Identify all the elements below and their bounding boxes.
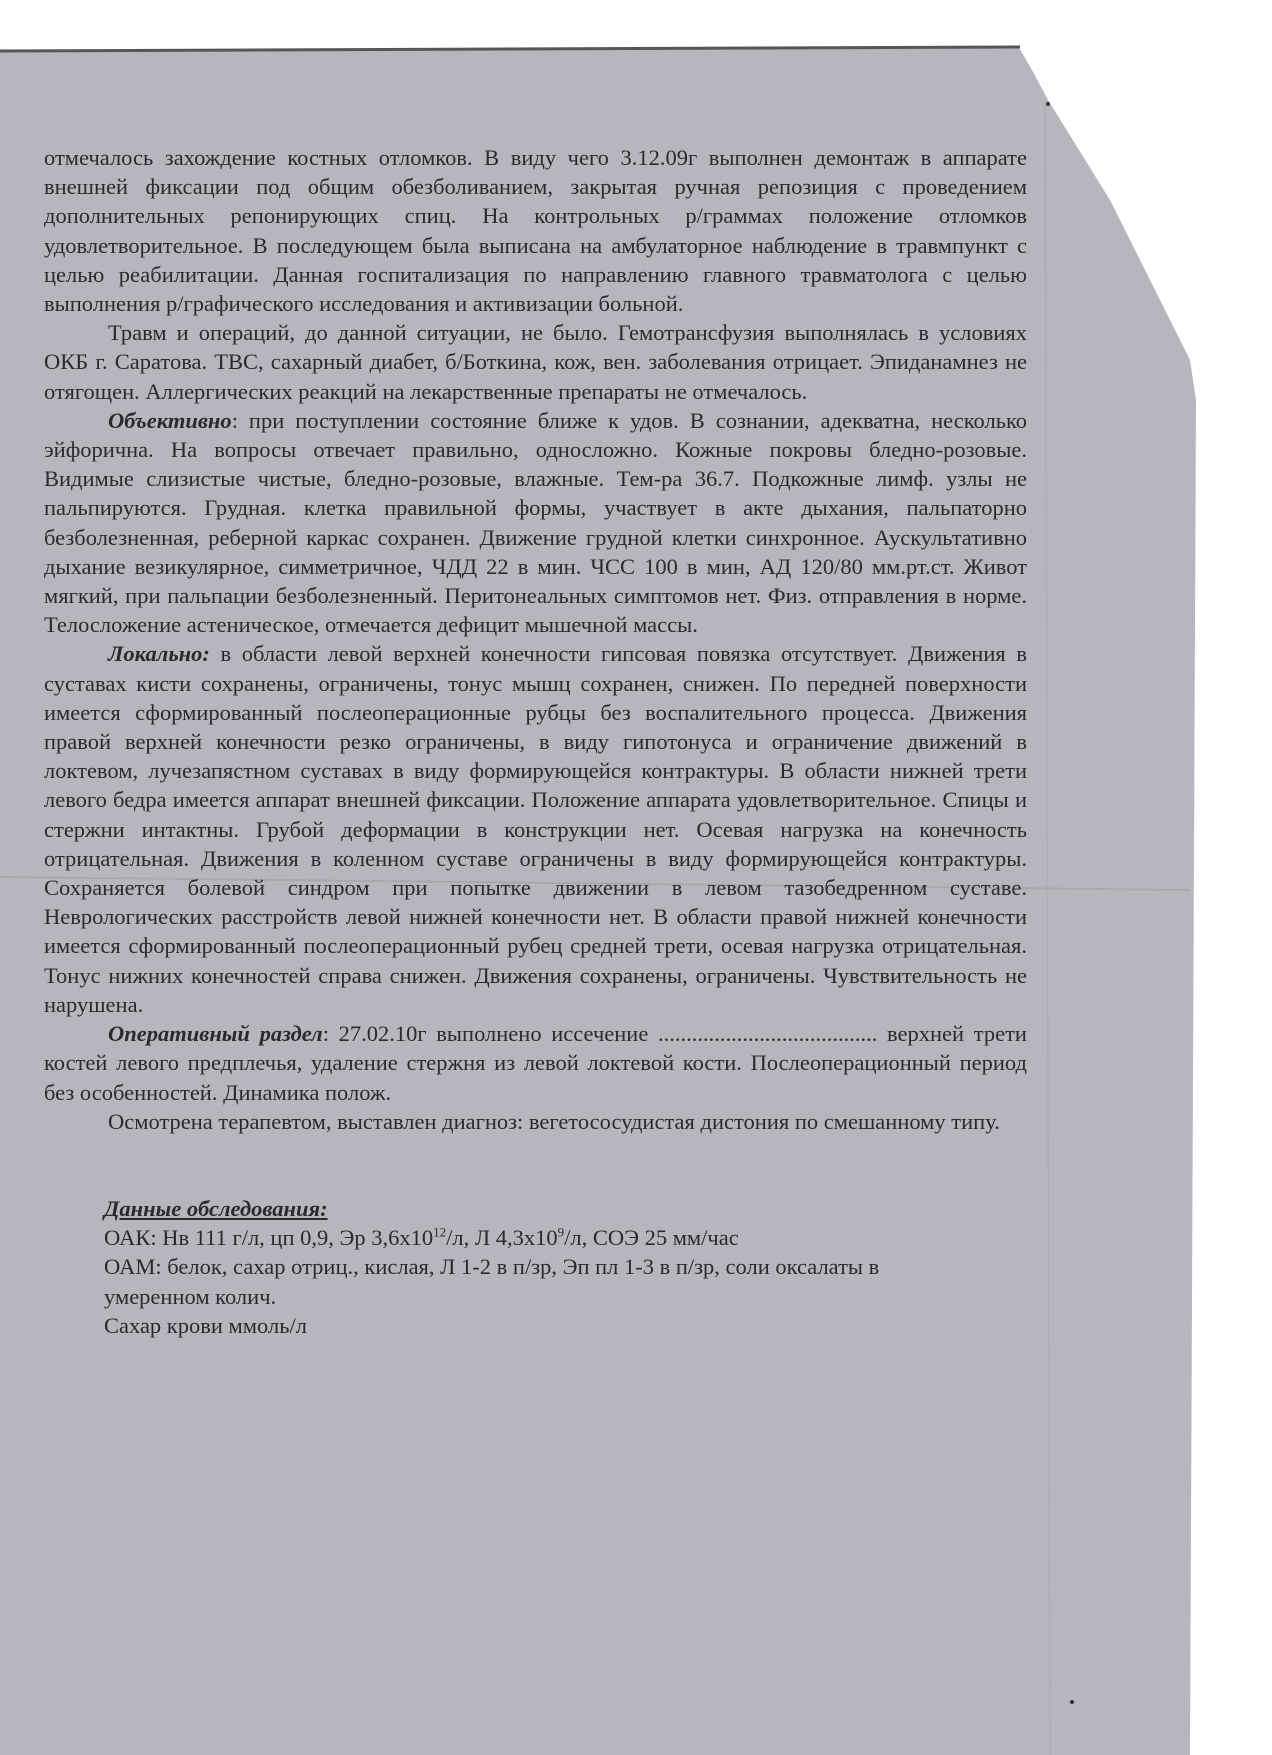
paragraph-operative — [44, 1019, 1027, 1107]
operative-text: : 27.02.10г выполнено иссечение ....................................... верхней трети костей левого предплечья, удаление стержня из левой локтевой кости. Послеоперационный период без особенностей. Динамика полож. — [44, 1021, 1027, 1105]
blood-test-line — [44, 1223, 964, 1252]
paragraph-local — [44, 639, 1027, 1019]
exam-heading-line — [44, 1194, 964, 1223]
operative-label: Оперативный раздел — [108, 1021, 323, 1047]
paragraph-anamnesis: отмечалось захождение костных отломков. В виду чего 3.12.09г выполнен демонтаж в аппарате внешней фиксации под общим обезболиванием, закрытая ручная репозиция с проведением дополнительных репонирующих спиц. На контрольных р/граммах положение отломков удовлетворительное. В последующем была выписана на амбулаторное наблюдение в травмпункт с целью реабилитации. Данная госпитализация по направлению главного травматолога с целью выполнения р/графического исследования и активизации больной. — [44, 145, 1027, 317]
exam-heading-colon: : — [320, 1195, 328, 1221]
local-label: Локально: — [108, 641, 210, 667]
paragraph-history: Травм и операций, до данной ситуации, не было. Гемотрансфузия выполнялась в условиях ОКБ г. Саратова. ТВС, сахарный диабет, б/Боткина, кож, вен. заболевания отрицает. Эпиданамнез не отягощен. Аллергических реакций на лекарственные препараты не отмечалось. — [44, 320, 1027, 404]
page-speck — [1046, 102, 1050, 106]
paragraph-therapist: Осмотрена терапевтом, выставлен диагноз: вегетососудистая дистония по смешанному типу. — [108, 1108, 1000, 1134]
urine-test-line: ОАМ: белок, сахар отриц., кислая, Л 1-2 в п/зр, Эп пл 1-3 в п/зр, соли оксалаты в умеренном колич. — [104, 1254, 880, 1309]
blood-test-part: /л, Л 4,3х10 — [446, 1225, 558, 1251]
exam-heading: Данные обследования — [104, 1195, 321, 1221]
section-spacer — [44, 1136, 1027, 1194]
blood-test-part: /л, СОЭ 25 мм/час — [564, 1225, 739, 1251]
objective-label: Объективно — [108, 407, 232, 433]
blood-test-exponent: 12 — [433, 1224, 447, 1240]
paragraph-objective — [44, 406, 1027, 640]
medical-record-text — [44, 143, 1027, 1340]
objective-text: : при поступлении состояние ближе к удов. В сознании, адекватна, несколько эйфорична. На вопросы отвечает правильно, односложно. Кожные покровы бледно-розовые. Видимые слизистые чистые, бледно-розовые, влажные. Тем-ра 36.7. Подкожные лимф. узлы не пальпируются. Грудная. клетка правильной формы, участвует в акте дыхания, пальпаторно безболезненная, реберной каркас сохранен. Движение грудной клетки синхронное. Аускультативно дыхание везикулярное, симметричное, ЧДД 22 в мин. ЧСС 100 в мин, АД 120/80 мм.рт.ст. Живот мягкий, при пальпации безболезненный. Перитонеальных симптомов нет. Физ. отправления в норме. Телосложение астеническое, отмечается дефицит мышечной массы. — [44, 407, 1027, 638]
local-text: в области левой верхней конечности гипсовая повязка отсутствует. Движения в суставах кисти сохранены, ограничены, тонус мышц сохранен, снижен. По передней поверхности имеется сформированный послеоперационные рубцы без воспалительного процесса. Движения правой верхней конечности резко ограничены, в виду гипотонуса и ограничение движений в локтевом, лучезапястном суставах в виду формирующейся контрактуры. В области нижней трети левого бедра имеется аппарат внешней фиксации. Положение аппарата удовлетворительное. Спицы и стержни интактны. Грубой деформации в конструкции нет. Осевая нагрузка на конечность отрицательная. Движения в коленном суставе ограничены в виду формирующейся контрактуры. Сохраняется болевой синдром при попытке движении в левом тазобедренном суставе. Неврологических расстройств левой нижней конечности нет. В области правой нижней конечности имеется сформированный послеоперационный рубец средней трети, осевая нагрузка отрицательная. Тонус нижних конечностей справа снижен. Движения сохранены, ограничены. Чувствительность не нарушена. — [44, 641, 1027, 1017]
blood-test-exponent: 9 — [557, 1224, 565, 1240]
blood-sugar-line: Сахар крови ммоль/л — [104, 1312, 307, 1338]
blood-test-part: ОАК: Нв 111 г/л, цп 0,9, Эр 3,6х10 — [104, 1225, 434, 1251]
page-speck — [1070, 1700, 1074, 1704]
